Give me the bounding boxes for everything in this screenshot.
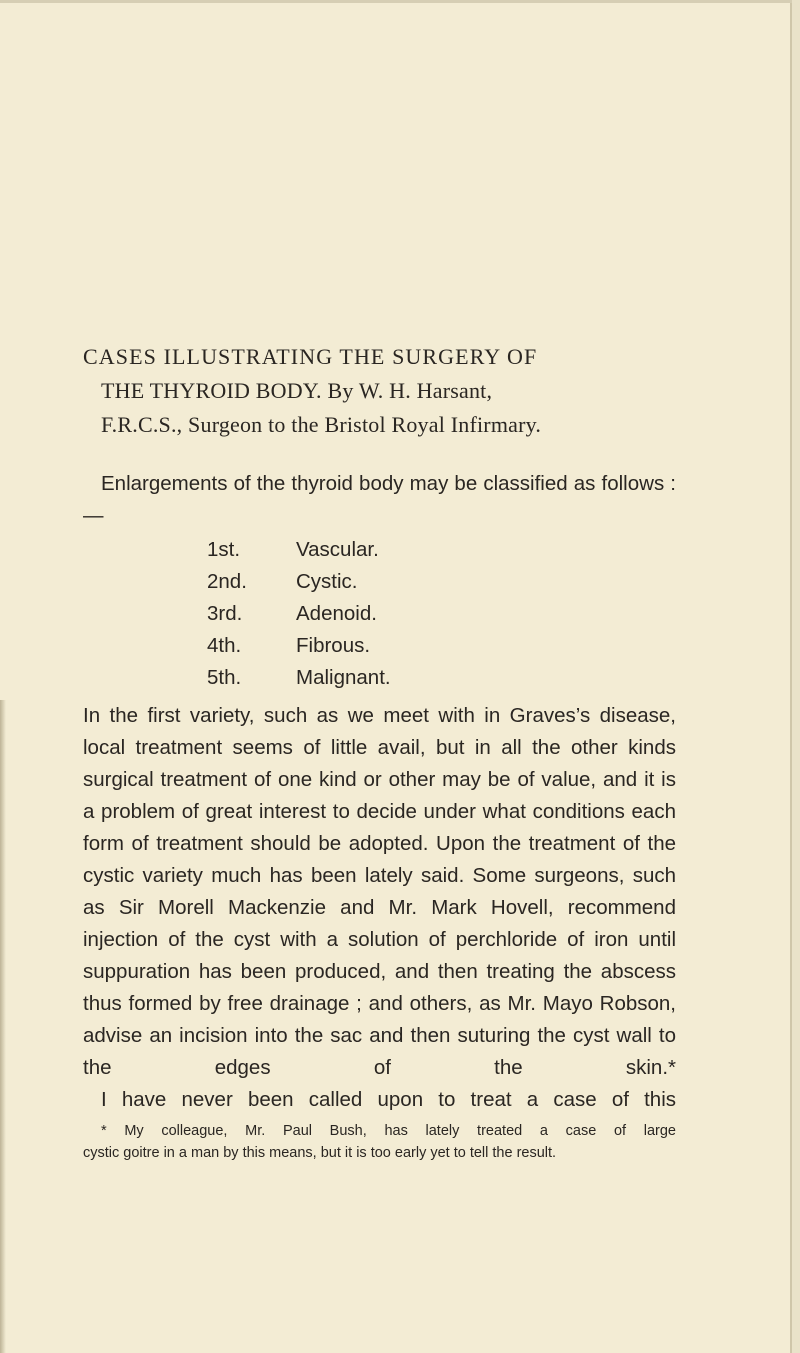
classification-item: [83, 662, 676, 694]
page-binding-shadow: [0, 700, 6, 1353]
intro-paragraph: Enlargements of the thyroid body may be classified as follows :—: [83, 472, 676, 527]
classification-ordinal: 3rd.: [207, 602, 243, 625]
classification-list: [83, 534, 676, 694]
article-text: [83, 340, 676, 1164]
classification-ordinal: 1st.: [207, 538, 241, 561]
classification-label: Cystic.: [296, 570, 358, 593]
classification-label: Adenoid.: [296, 602, 377, 625]
classification-label: Vascular.: [296, 538, 379, 561]
title-line-3: F.R.C.S., Surgeon to the Bristol Royal Infirmary.: [101, 412, 542, 437]
classification-item: [83, 534, 676, 566]
article-title: [83, 340, 676, 442]
footnote: [83, 1120, 676, 1164]
classification-label: Malignant.: [296, 666, 391, 689]
page-top-edge: [0, 0, 792, 3]
classification-item: [83, 630, 676, 662]
body-paragraph: In the first variety, such as we meet with in Graves’s disease, local treatment seems of little avail, but in all the other kinds surgical treatment of one kind or other may be of value, and it is a problem of great interest to decide under what conditions each form of treatment should be adopted. Upon the treatment of the cystic variety much has been lately said. Some surgeons, such as Sir Morell Mackenzie and Mr. Mark Hovell, recommend injection of the cyst with a solution of perchloride of iron until suppuration has been produced, and then treating the abscess thus formed by free drainage ; and others, as Mr. Mayo Robson, advise an incision into the sac and then suturing the cyst wall to the edges of the skin.*: [83, 704, 676, 1079]
classification-label: Fibrous.: [296, 634, 371, 657]
classification-item: [83, 598, 676, 630]
title-line-1: CASES ILLUSTRATING THE SURGERY OF: [83, 344, 538, 369]
classification-ordinal: 4th.: [207, 634, 242, 657]
title-line-2: THE THYROID BODY. By W. H. Harsant,: [101, 378, 493, 403]
classification-ordinal: 2nd.: [207, 570, 247, 593]
continuation-line: I have never been called upon to treat a case of this: [101, 1088, 676, 1111]
classification-item: [83, 566, 676, 598]
footnote-first-line: * My colleague, Mr. Paul Bush, has lately treated a case of large: [101, 1123, 676, 1139]
classification-ordinal: 5th.: [207, 666, 242, 689]
footnote-rest: cystic goitre in a man by this means, but it is too early yet to tell the result.: [83, 1145, 557, 1161]
